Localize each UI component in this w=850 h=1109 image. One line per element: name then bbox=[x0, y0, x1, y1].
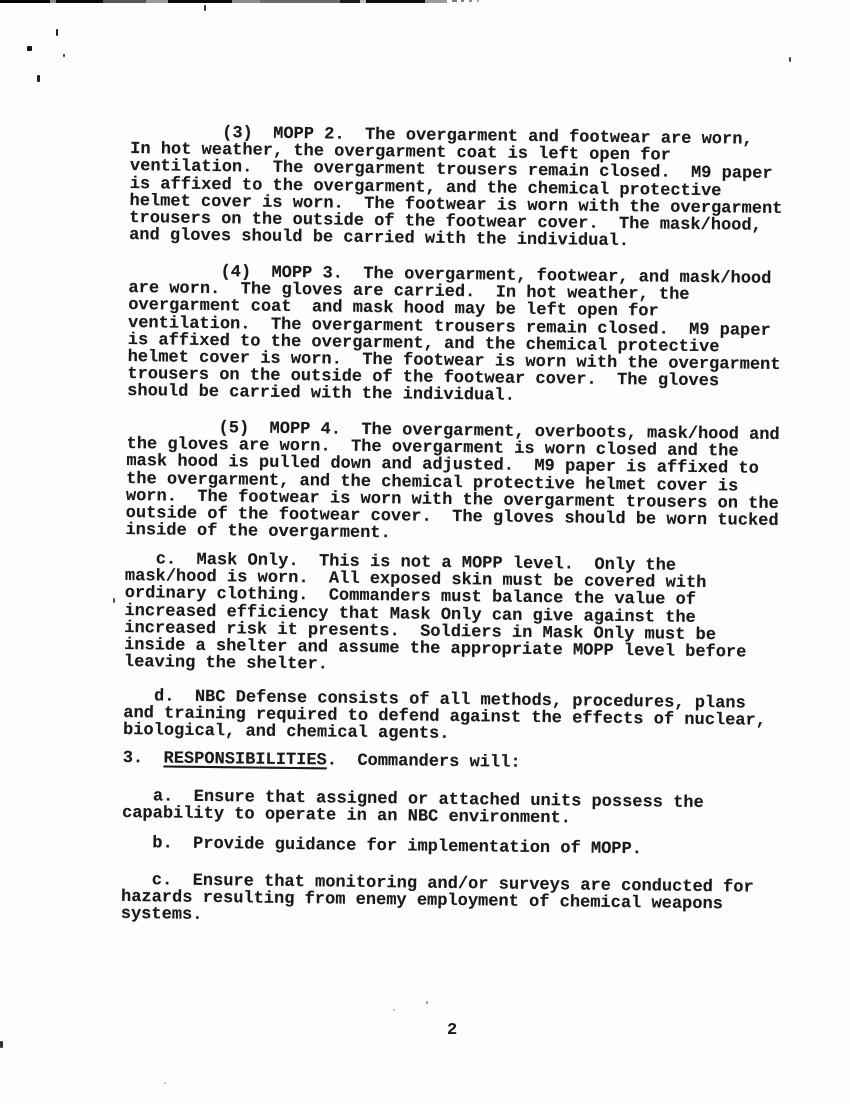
para-mopp-4: (5) MOPP 4. The overgarment, overboots, mask/hood and the gloves are worn. The overgarment is worn closed and the mask hood is pulled down and adjusted. M9 paper is affixed to the overgarment, and the chemical protective helmet cover is worn. The footwear is worn with the overgarment trousers on the outside of the footwear cover. The gloves should be worn tucked inside of the overgarment. bbox=[125, 417, 780, 544]
para-mopp-3: (4) MOPP 3. The overgarment, footwear, and mask/hood are worn. The gloves are carried. In hot weather, the overgarment coat and mask hood may be left open for ventilation. The overgarment trousers remain closed. M9 paper is affixed to the overgarment, and the chemical protective helmet cover is worn. The footwear is worn with the overgarment trousers on the outside of the footwear cover. The gloves should be carried with the individual. bbox=[127, 261, 781, 407]
ink-speck bbox=[0, 1041, 3, 1048]
para-nbc-defense: d. NBC Defense consists of all methods, procedures, plans and training required to defend against the effects of nuclear, biological, and chemical agents. bbox=[122, 686, 767, 745]
scan-artifact-tick bbox=[477, 0, 479, 2]
ink-speck bbox=[27, 46, 32, 51]
ink-speck bbox=[113, 598, 115, 603]
para-mopp-2: (3) MOPP 2. The overgarment and footwear are worn, In hot weather, the overgarment coat is left open for ventilation. The overgarment trousers remain closed. M9 paper is affixed to the overgarment, and the chemical protective helmet cover is worn. The footwear is worn with the overgarment trousers on the outside of the footwear cover. The mask/hood, and gloves should be carried with the individual. bbox=[129, 122, 783, 252]
ink-speck bbox=[63, 54, 65, 57]
heading-rest: . Commanders will: bbox=[326, 751, 521, 773]
page-number: 2 bbox=[447, 1021, 458, 1040]
para-resp-a: a. Ensure that assigned or attached units possess the capability to operate in an NBC environment. bbox=[121, 786, 704, 829]
scan-artifact-tick bbox=[461, 0, 464, 2]
section-3-responsibilities-heading bbox=[123, 750, 521, 772]
ink-speck bbox=[56, 29, 58, 36]
heading-number: 3. bbox=[122, 748, 164, 769]
para-mask-only: c. Mask Only. This is not a MOPP level. Only the mask/hood is worn. All exposed skin must be covered with ordinary clothing. Commanders must balance the value of increased efficiency that Mask Only can give against the increased risk it presents. Soldiers in Mask Only must be inside a shelter and assume the appropriate MOPP level before leaving the shelter. bbox=[123, 549, 747, 675]
ink-speck bbox=[37, 75, 40, 82]
heading-word-responsibilities: RESPONSIBILITIES bbox=[163, 749, 327, 771]
page-content bbox=[119, 0, 832, 1109]
para-resp-c: c. Ensure that monitoring and/or surveys are conducted for hazards resulting from enemy employment of chemical weapons systems. bbox=[120, 870, 754, 926]
para-resp-b: b. Provide guidance for implementation of MOPP. bbox=[121, 833, 643, 860]
scan-artifact-tick bbox=[469, 0, 472, 2]
scan-artifact-tick bbox=[452, 0, 457, 2]
